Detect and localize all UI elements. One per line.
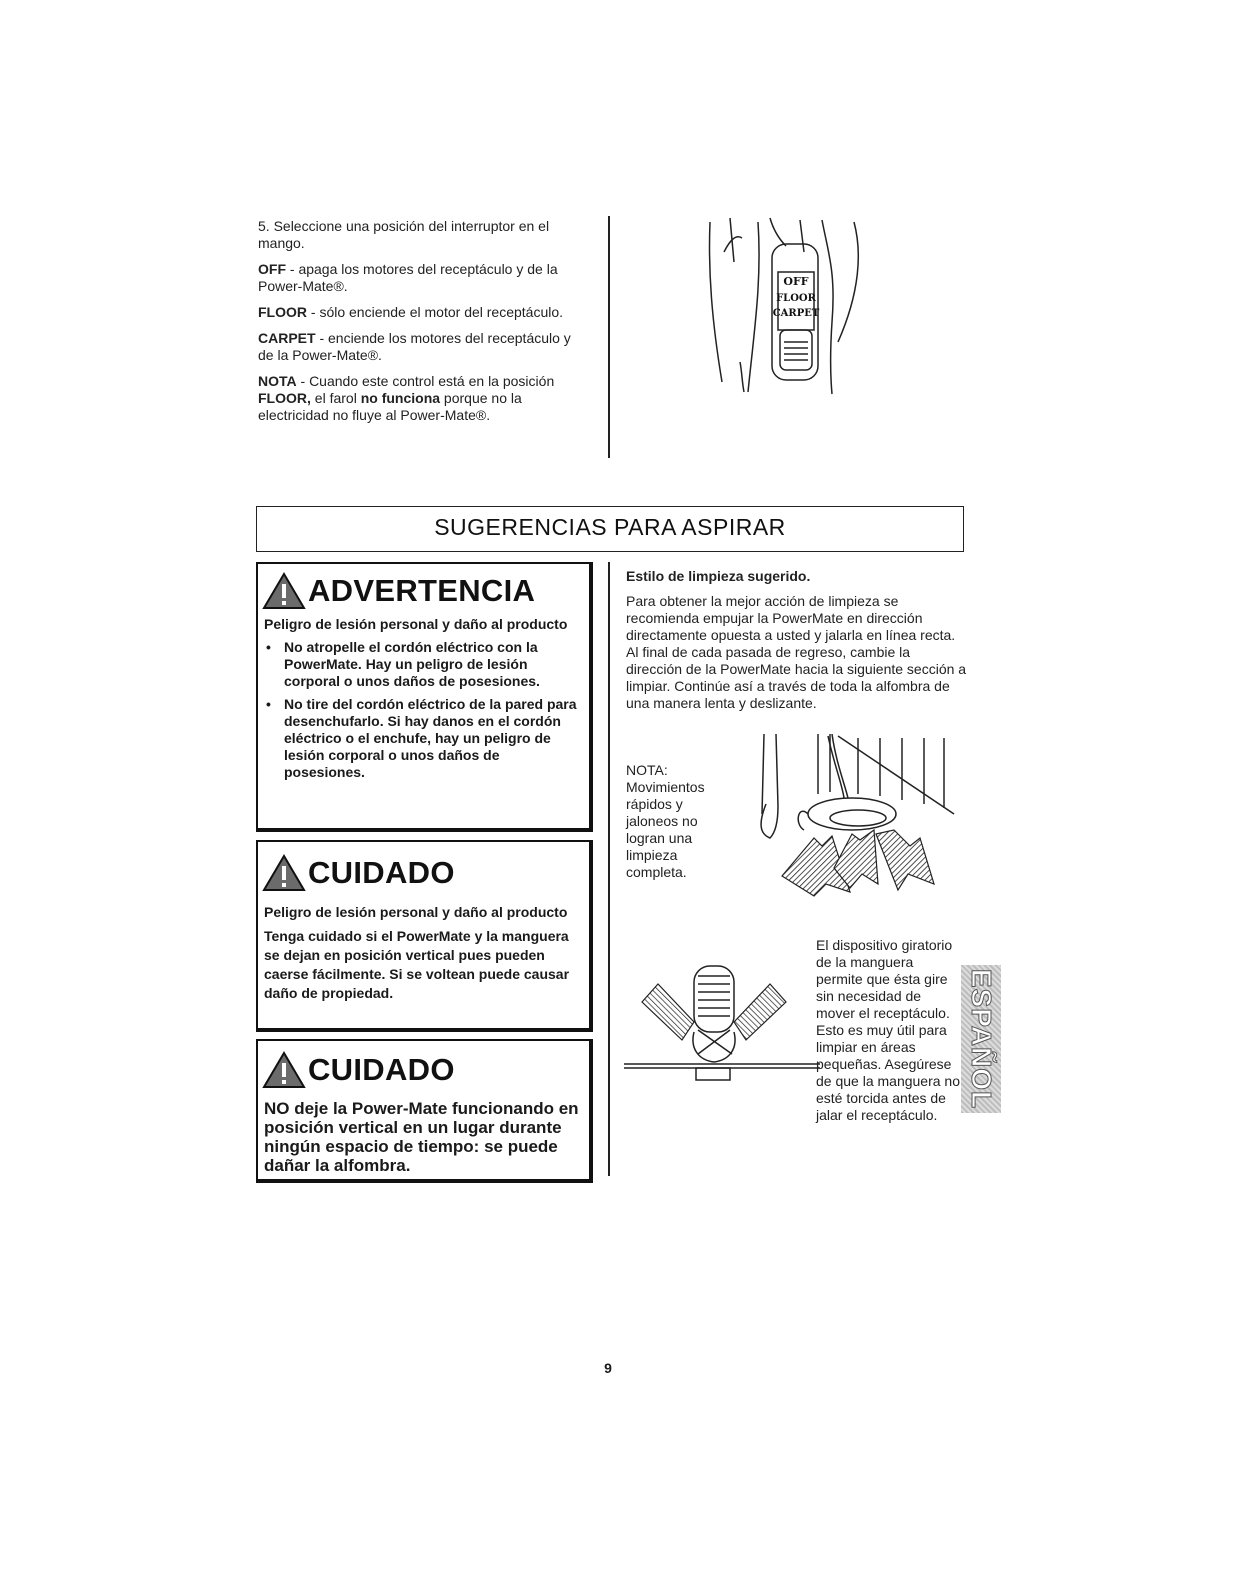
warning-triangle-icon <box>262 572 306 610</box>
step5-nota: NOTA - Cuando este control está en la posición FLOOR, el farol no funciona porque no la electricidad no fluye al Power-Mate®. <box>258 373 555 423</box>
warning-item: • No tire del cordón eléctrico de la pared para desenchufarlo. Si hay danos en el cordón eléctrico o el enchufe, hay un peligro de lesión corporal o unos daños de posesiones. <box>264 696 583 781</box>
step5-carpet: CARPET - enciende los motores del receptáculo y de la Power-Mate®. <box>258 330 571 363</box>
warning-subtitle: Peligro de lesión personal y daño al producto <box>264 616 568 632</box>
caution-subtitle: Peligro de lesión personal y daño al producto <box>264 904 568 920</box>
switch-carpet-label: CARPET <box>772 308 820 319</box>
switch-handle-illustration <box>700 212 880 398</box>
switch-floor-label: FLOOR <box>776 293 816 304</box>
warning-item: • No atropelle el cordón eléctrico con la PowerMate. Hay un peligro de lesión corporal o unos daños de posesiones. <box>264 639 583 690</box>
nota-label: NOTA: <box>626 762 668 778</box>
caution-header <box>258 1051 589 1089</box>
warning-box <box>256 562 593 832</box>
step5-intro: 5. Seleccione una posición del interruptor en el mango. <box>258 218 550 251</box>
language-tab-label: ESPAÑOL <box>966 968 997 1110</box>
caution-header <box>258 854 589 892</box>
caution-box-1 <box>256 840 593 1032</box>
warning-header <box>258 572 589 610</box>
section-banner <box>256 506 964 552</box>
caution-title: CUIDADO <box>308 855 455 890</box>
warning-triangle-icon <box>262 1051 306 1089</box>
cleaning-motion-illustration <box>748 734 960 912</box>
cleaning-text: Para obtener la mejor acción de limpieza se recomienda empujar la PowerMate en dirección directamente opuesta a usted y jalarla en línea recta. Al final de cada pasada de regreso, cambie la dirección de la PowerMate hacia la siguiente sección a limpiar. Continúe así a través de toda la alfombra de una manera lenta y deslizante. <box>626 593 967 711</box>
warning-triangle-icon <box>262 854 306 892</box>
switch-off-label: OFF <box>783 275 809 288</box>
swivel-text: El dispositivo giratorio de la manguera permite que ésta gire sin necesidad de mover el receptáculo. Esto es muy útil para limpiar en áreas pequeñas. Asegúrese de que la manguera no esté torcida antes de jalar el receptáculo. <box>816 937 960 1123</box>
page-number: 9 <box>604 1360 612 1376</box>
cleaning-heading: Estilo de limpieza sugerido. <box>626 568 811 584</box>
step5-off: OFF - apaga los motores del receptáculo y de la Power-Mate®. <box>258 261 558 294</box>
caution-text: Tenga cuidado si el PowerMate y la manguera se dejan en posición vertical pues pueden caerse fácilmente. Si se voltean puede causar daño de propiedad. <box>264 928 570 1001</box>
column-divider-bottom <box>608 562 610 1176</box>
step5-floor: FLOOR - sólo enciende el motor del receptáculo. <box>258 304 564 320</box>
caution-box-2 <box>256 1039 593 1183</box>
section-title: SUGERENCIAS PARA ASPIRAR <box>434 514 786 540</box>
warning-title: ADVERTENCIA <box>308 573 536 608</box>
warning-list <box>258 639 589 781</box>
nota-text: Movimientos rápidos y jaloneos no logran una limpieza completa. <box>626 779 705 880</box>
language-tab <box>961 965 1001 1113</box>
column-divider-top <box>608 216 610 458</box>
caution-title: CUIDADO <box>308 1052 455 1087</box>
hose-swivel-illustration <box>624 962 820 1092</box>
step5-text <box>258 218 590 433</box>
caution-text: NO deje la Power-Mate funcionando en posición vertical en un lugar durante ningún espacio de tiempo: se puede dañar la alfombra. <box>264 1099 579 1175</box>
